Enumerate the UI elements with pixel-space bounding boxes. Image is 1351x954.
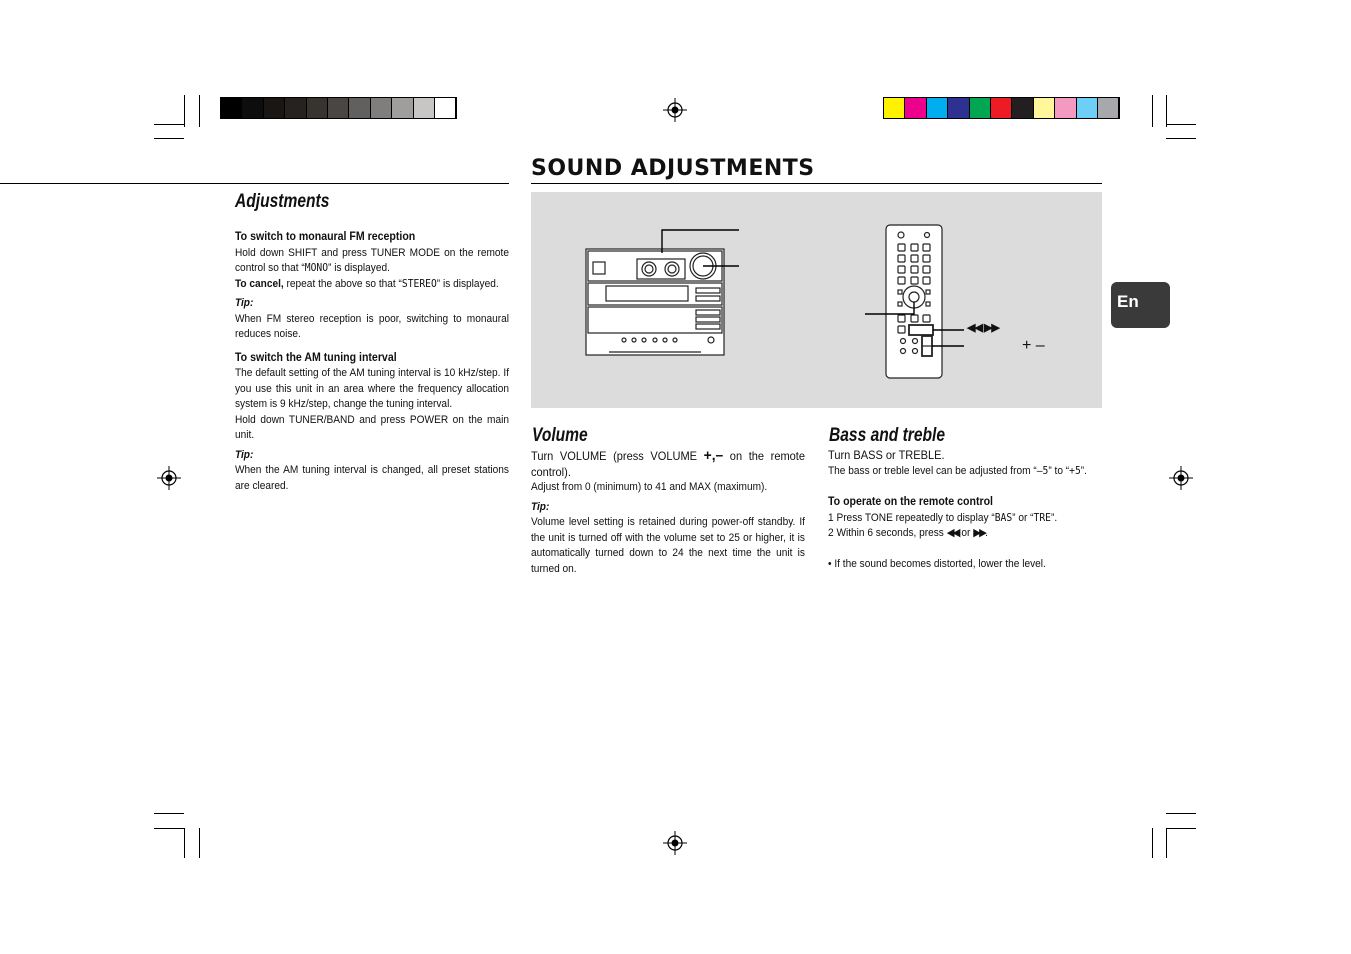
volume-tip-label: Tip: — [531, 500, 550, 513]
volume-body — [531, 448, 805, 577]
bass-treble-body — [828, 448, 1102, 572]
remote-step1: 1 Press TONE repeatedly to display “BAS” or “TRE”. — [828, 511, 1058, 524]
tip1-label: Tip: — [235, 297, 254, 309]
mono-text: Hold down SHIFT and press TUNER MODE on the remote control so that “MONO” is displayed. — [235, 246, 510, 274]
color-swatch-9 — [1077, 98, 1098, 118]
language-tab-en: En — [1111, 282, 1170, 328]
volume-heading: Volume — [532, 425, 588, 446]
color-swatch-2 — [927, 98, 948, 118]
remote-control-illustration — [886, 225, 942, 378]
adjustments-heading: Adjustments — [235, 191, 330, 212]
am-text2: Hold down TUNER/BAND and press POWER on the main unit. — [235, 413, 510, 441]
grayscale-swatch-8 — [392, 98, 413, 118]
am-text1: The default setting of the AM tuning interval is 10 kHz/step. If you use this unit in an area where the frequency allocation system is 9 kHz/step, change the tuning interval. — [235, 367, 510, 410]
color-swatch-4 — [970, 98, 991, 118]
grayscale-swatch-7 — [371, 98, 392, 118]
registration-target-right — [1169, 466, 1193, 490]
color-swatch-8 — [1055, 98, 1076, 118]
tre-display: TRE — [1033, 511, 1051, 524]
volume-tip-text: Volume level setting is retained during power-off standby. If the unit is turned off with the volume set to 25 or higher, it is automatically turned down to 24 the next time the unit is turned on. — [531, 516, 806, 575]
color-calibration-bar — [883, 97, 1120, 119]
bass-treble-range: The bass or treble level can be adjusted from “–5” to “+5”. — [828, 464, 1087, 477]
registration-target-left — [157, 466, 181, 490]
cancel-text: To cancel, repeat the above so that “STEREO” is displayed. — [235, 277, 499, 290]
tip2-text: When the AM tuning interval is changed, all preset stations are cleared. — [235, 464, 510, 492]
color-swatch-5 — [991, 98, 1012, 118]
plus-minus-label: + – — [1022, 337, 1045, 354]
grayscale-swatch-9 — [414, 98, 435, 118]
color-swatch-0 — [884, 98, 905, 118]
main-unit-illustration — [586, 249, 724, 355]
grayscale-swatch-6 — [349, 98, 370, 118]
tip1-text: When FM stereo reception is poor, switching to monaural reduces noise. — [235, 312, 510, 340]
grayscale-swatch-4 — [307, 98, 328, 118]
grayscale-swatch-10 — [435, 98, 456, 118]
am-heading: To switch the AM tuning interval — [235, 351, 397, 364]
grayscale-swatch-2 — [264, 98, 285, 118]
color-swatch-3 — [948, 98, 969, 118]
bass-treble-instruction: Turn BASS or TREBLE. — [828, 448, 945, 462]
volume-range: Adjust from 0 (minimum) to 41 and MAX (maximum). — [531, 481, 768, 493]
skip-buttons-label: ◀◀ ▶▶ — [967, 322, 999, 334]
unit-and-remote-figure — [531, 192, 1102, 408]
max-display: +5 — [1069, 464, 1081, 477]
grayscale-swatch-0 — [221, 98, 242, 118]
grayscale-calibration-bar — [220, 97, 457, 119]
fast-forward-icon: ▶▶ — [973, 527, 986, 539]
bas-display: BAS — [994, 511, 1013, 524]
left-column-rule — [0, 183, 509, 184]
color-swatch-1 — [905, 98, 926, 118]
tip2-label: Tip: — [235, 448, 254, 461]
bass-treble-heading: Bass and treble — [829, 425, 946, 446]
color-swatch-10 — [1098, 98, 1119, 118]
grayscale-swatch-5 — [328, 98, 349, 118]
page-title: SOUND ADJUSTMENTS — [531, 156, 815, 181]
volume-instruction: Turn VOLUME (press VOLUME +,– on the remote control). — [531, 447, 806, 479]
volume-symbols: +,– — [703, 447, 724, 464]
cancel-label: To cancel, — [235, 277, 284, 290]
figure-drawing — [531, 192, 1102, 408]
title-rule — [531, 183, 1102, 184]
color-swatch-7 — [1034, 98, 1055, 118]
color-swatch-6 — [1012, 98, 1033, 118]
registration-target-bottom — [663, 831, 687, 855]
stereo-display: STEREO — [401, 277, 437, 290]
adjustments-body — [235, 224, 509, 494]
grayscale-swatch-1 — [242, 98, 263, 118]
grayscale-swatch-3 — [285, 98, 306, 118]
remote-step2: 2 Within 6 seconds, press ◀◀ or ▶▶. — [828, 527, 988, 539]
mono-display: MONO — [304, 262, 329, 274]
registration-target-top — [663, 98, 687, 122]
min-display: –5 — [1036, 464, 1049, 477]
remote-heading: To operate on the remote control — [828, 496, 993, 508]
rewind-icon: ◀◀ — [946, 527, 959, 539]
distortion-note: • If the sound becomes distorted, lower the level. — [828, 557, 1046, 570]
mono-heading: To switch to monaural FM reception — [235, 231, 416, 243]
